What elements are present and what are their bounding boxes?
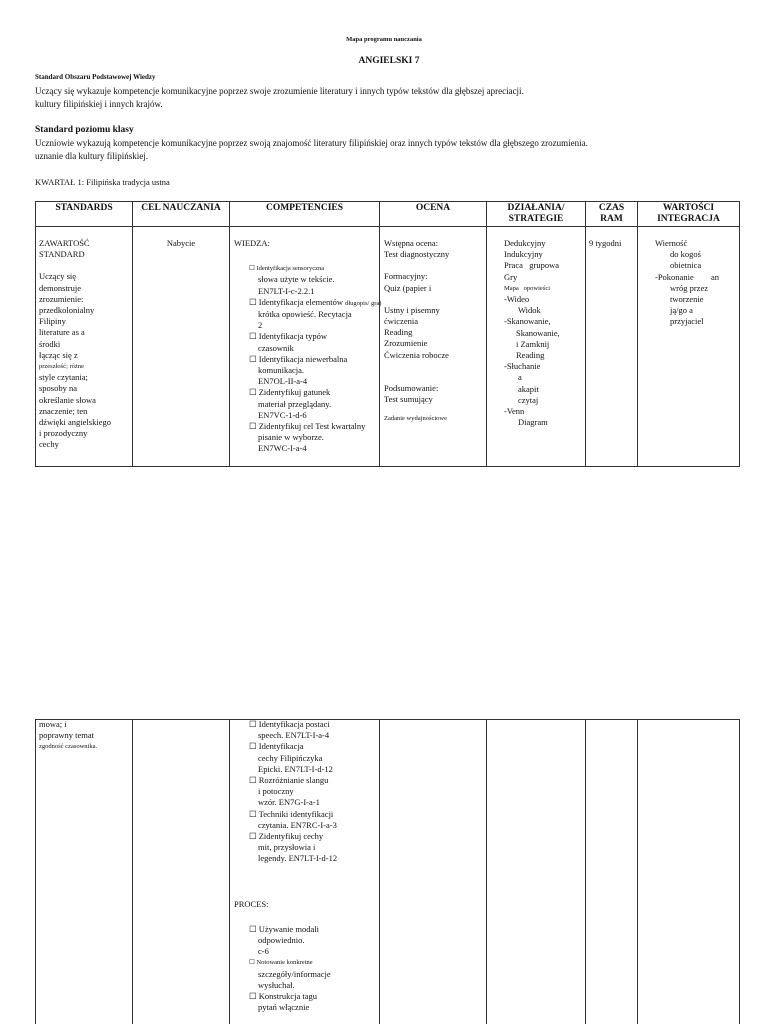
row1-competencies-cell: WIEDZA: ☐ Identyfikacja sensoryczna słowa użyte w tekście. EN7LT-I-c-2.2.1 ☐ Identyfikacja elementów długopis/ gra) krótka opowieść. Recytacja 2 ☐ Identyfikacja typów czasownik ☐ Identyfikacja niewerbalna komunikacja. EN7OL-II-a-4 ☐ Zidentyfikuj gatunek materiał przeglądany. EN7VC-1-d-6 ☐ Zidentyfikuj cel Test kwartalny pisanie w wyborze. EN7WC-I-a-4: [234, 238, 384, 455]
header-activities: DZIAŁANIA/ STRATEGIE: [507, 203, 565, 224]
subject-title: ANGIELSKI 7: [358, 56, 420, 66]
header-standards: STANDARDS: [55, 203, 113, 213]
row1-assessment-cell: Wstępna ocena: Test diagnostyczny Formacyjny: Quiz (papier i Ustny i pisemny ćwiczenia Reading Zrozumienie Ćwiczenia robocze Podsumowanie: Test sumujący Zadanie wydajnościowe: [384, 238, 450, 423]
header-learning-goal: CEL NAUCZANIA: [141, 203, 221, 213]
knowledge-label: WIEDZA:: [234, 238, 270, 248]
header-assessment: OCENA: [415, 203, 451, 213]
content-standard-heading: Standard Obszaru Podstawowej Wiedzy: [35, 73, 156, 81]
content-standard-line1: Uczący się wykazuje kompetencje komunikacyjne poprzez swoje zrozumienie literatury i innych typów tekstów dla głębszej apreciacji.: [35, 86, 524, 96]
program-map-label: Mapa programu nauczania: [346, 36, 422, 43]
row1-learning-goal: Nabycie: [166, 238, 196, 248]
row1-time-frame: 9 tygodni: [589, 238, 622, 248]
row1-values-cell: Wierność do kogoś obietnica -Pokonanie an wróg przez tworzenie ją/go a przyjaciel: [655, 238, 719, 327]
header-values-integration: WARTOŚCI INTEGRACJA: [657, 203, 720, 224]
grade-standard-heading: Standard poziomu klasy: [35, 125, 134, 135]
header-time-frame: CZAS RAM: [598, 203, 625, 224]
grade-standard-line1: Uczniowie wykazują kompetencje komunikacyjne poprzez swoją znajomość literatury filipińskiej oraz innych typów tekstów dla głębszego zrozumienia.: [35, 138, 588, 148]
row2-standards-cell: mowa; i poprawny temat zgodność czasownika.: [39, 719, 98, 751]
process-label: PROCES:: [234, 898, 269, 909]
header-competencies: COMPETENCIES: [265, 203, 344, 213]
quarter-label: KWARTAŁ 1: Filipińska tradycja ustna: [35, 177, 170, 187]
grade-standard-line2: uznanie dla kultury filipińskiej.: [35, 151, 148, 161]
row1-standards-cell: ZAWARTOŚĆ STANDARD Uczący się demonstruje zrozumienie: przedkolonialny Filipiny literature as a środki łącząc się z przeszłość; różne style czytania; sposoby na określanie słowa znaczenie; ten dźwięki angielskiego i prozodyczny cechy: [39, 238, 111, 450]
row2-competencies-cell: ☐ Identyfikacja postaci speech. EN7LT-I-a-4 ☐ Identyfikacja cechy Filipińczyka Epicki. EN7LT-I-d-12 ☐ Rozróżnianie slangu i potoczny wzór. EN7G-I-a-1 ☐ Techniki identyfikacji czytania. EN7RC-I-a-3 ☐ Zidentyfikuj cechy mit, przysłowia i legendy. EN7LT-I-d-12 PROCES: ☐ Używanie modali odpowiednio. c-6 ☐ Notowanie konkretne szczegóły/informacje wysłuchał. ☐ Konstrukcja tagu pytań włącznie: [234, 719, 384, 1013]
content-standard-line2: kultury filipińskiej i innych krajów.: [35, 99, 163, 109]
row1-activities-cell: Dedukcyjny Indukcyjny Praca grupowa Gry Mapa opowieści -Wideo Widok -Skanowanie, Skanowanie, i Zamknij Reading -Słuchanie a akapit czytaj -Venn Diagram: [504, 238, 560, 428]
